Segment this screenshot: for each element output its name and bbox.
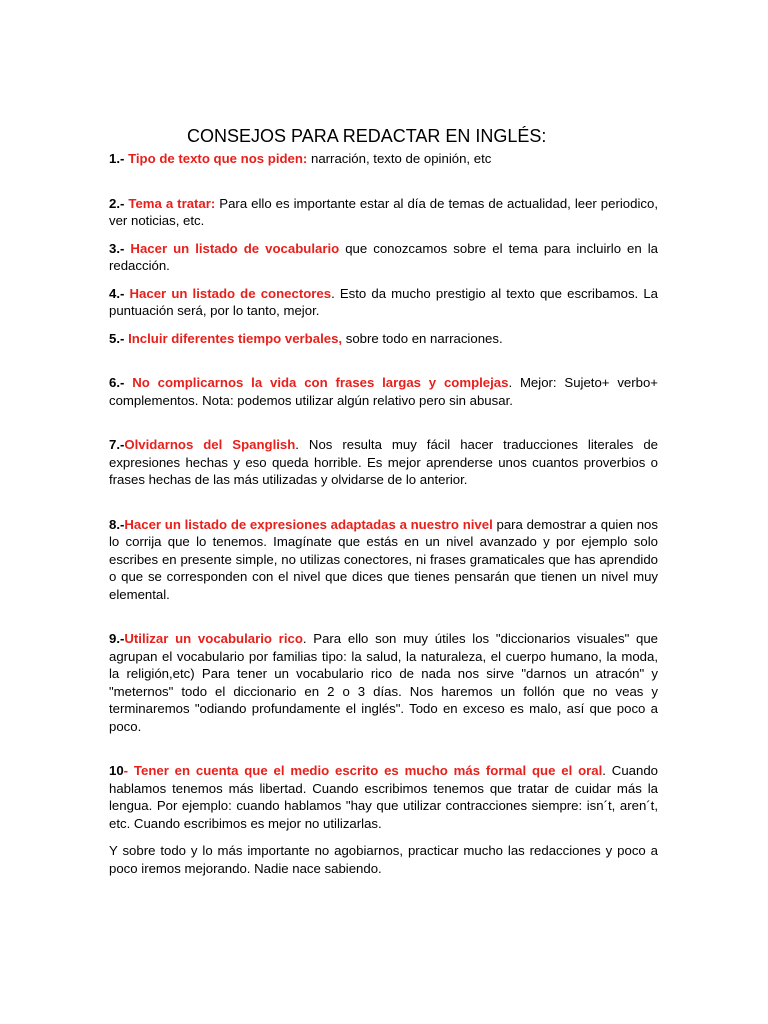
tip-heading: Hacer un listado de expresiones adaptadas a nuestro nivel xyxy=(124,516,493,532)
tip-text: sobre todo en narraciones. xyxy=(342,330,503,346)
tip-10 xyxy=(109,762,658,832)
tip-text: que conozcamos sobre el tema para incluirlo en la redacción. xyxy=(109,240,658,273)
tip-number: 6.- xyxy=(109,375,125,390)
tip-heading: Incluir diferentes tiempo verbales, xyxy=(128,330,343,346)
tip-text: . Nos resulta muy fácil hacer traducciones literales de expresiones hechas y eso queda horrible. Es mejor aprenderse unos cuantos proverbios o frases hechas de las más utilizadas y olvidarse de lo anterior. xyxy=(109,437,658,487)
document-page xyxy=(109,124,658,877)
document-title: CONSEJOS PARA REDACTAR EN INGLÉS: xyxy=(187,126,547,146)
tip-text: para demostrar a quien nos lo corrija que lo tenemos. Imagínate que estás en un nivel avanzado y por ejemplo solo escribes en presente simple, no utilizas conectores, ni frases gramaticales que has aprendido o que se corresponden con el nivel que dices que tienes pensarán que tienen un nivel muy elemental. xyxy=(109,516,658,602)
tip-number: 4.- xyxy=(109,285,125,301)
tip-4 xyxy=(109,285,658,320)
tip-2 xyxy=(109,195,658,230)
tip-heading: Hacer un listado de vocabulario xyxy=(130,240,340,256)
tip-number-suffix: - xyxy=(123,763,129,778)
tip-heading: Tema a tratar: xyxy=(128,195,216,211)
tip-number: 1.- xyxy=(109,151,125,166)
tip-number: 7.- xyxy=(109,437,125,452)
tip-text: . Para ello son muy útiles los "diccionarios visuales" que agrupan el vocabulario por familias tipo: la salud, la naturaleza, el cuerpo humano, la moda, la religión,etc) Para tener un vocabulario rico de nada nos sirve "darnos un atracón" y "meternos" todo el diccionario en 2 o 3 días. Nos haremos un follón que no veas y terminaremos "odiando profundamente el inglés". Todo en exceso es malo, así que poco a poco. xyxy=(109,631,658,734)
tip-number: 3.- xyxy=(109,240,125,256)
closing-paragraph: Y sobre todo y lo más importante no agobiarnos, practicar mucho las redacciones y poco a poco iremos mejorando. Nadie nace sabiendo. xyxy=(109,843,658,876)
tip-1 xyxy=(109,150,658,168)
tip-number: 9.- xyxy=(109,631,125,646)
tip-3 xyxy=(109,240,658,275)
tip-7 xyxy=(109,436,658,489)
tip-number: 5.- xyxy=(109,330,125,346)
tip-6 xyxy=(109,374,658,409)
tip-9 xyxy=(109,630,658,735)
tip-heading: No complicarnos la vida con frases largas y complejas xyxy=(132,375,509,390)
tip-5 xyxy=(109,330,658,348)
tip-text: Para ello es importante estar al día de temas de actualidad, leer periodico, ver noticias, etc. xyxy=(109,195,658,228)
tip-heading: Tipo de texto que nos piden: xyxy=(128,151,308,166)
tip-text: . Esto da mucho prestigio al texto que escribamos. La puntuación será, por lo tanto, mejor. xyxy=(109,285,658,318)
tip-heading: Tener en cuenta que el medio escrito es mucho más formal que el oral xyxy=(128,763,603,778)
tip-heading: Hacer un listado de conectores xyxy=(129,285,332,301)
tip-text: . Cuando hablamos tenemos más libertad. Cuando escribimos tenemos que tratar de cuidar más la lengua. Por ejemplo: cuando hablamos "hay que utilizar contracciones siempre: isn´t, aren´t, etc. Cuando escribimos es mejor no utilizarlas. xyxy=(109,763,658,831)
tip-number: 2.- xyxy=(109,195,125,211)
tip-heading: Utilizar un vocabulario rico xyxy=(124,631,303,646)
tip-text: narración, texto de opinión, etc xyxy=(307,151,492,166)
tip-text: . Mejor: Sujeto+ verbo+ complementos. Nota: podemos utilizar algún relativo pero sin abusar. xyxy=(109,375,659,408)
tip-8 xyxy=(109,516,658,604)
tip-number: 10 xyxy=(109,763,124,778)
tip-number: 8.- xyxy=(109,516,125,532)
tip-heading: Olvidarnos del Spanglish xyxy=(124,437,296,452)
